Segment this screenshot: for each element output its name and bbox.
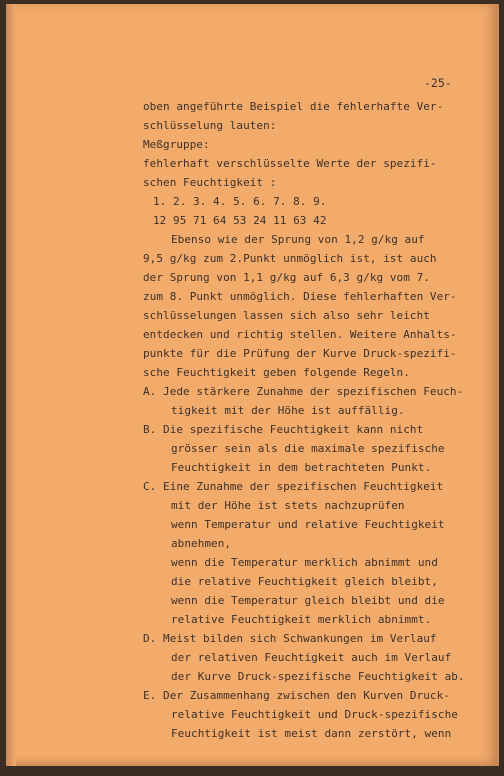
text-line: der relativen Feuchtigkeit auch im Verlauf	[171, 651, 452, 664]
text-line: punkte für die Prüfung der Kurve Druck-spezifi-	[143, 347, 457, 360]
text-line: wenn Temperatur und relative Feuchtigkeit	[171, 518, 445, 531]
text-line: Feuchtigkeit ist meist dann zerstört, wenn	[171, 727, 452, 740]
text-line: abnehmen,	[171, 537, 232, 550]
text-line: 9,5 g/kg zum 2.Punkt unmöglich ist, ist auch	[143, 252, 437, 265]
text-line: E. Der Zusammenhang zwischen den Kurven Druck-	[143, 689, 450, 702]
text-line: B. Die spezifische Feuchtigkeit kann nicht	[143, 423, 424, 436]
text-line: zum 8. Punkt unmöglich. Diese fehlerhaften Ver-	[143, 290, 457, 303]
text-line: Ebenso wie der Sprung von 1,2 g/kg auf	[171, 233, 425, 246]
text-line: D. Meist bilden sich Schwankungen im Verlauf	[143, 632, 437, 645]
text-line: entdecken und richtig stellen. Weitere Anhalts-	[143, 328, 457, 341]
text-line: schlüsselungen lassen sich also sehr leicht	[143, 309, 430, 322]
typed-text-block	[143, 97, 488, 743]
text-line: wenn die Temperatur merklich abnimmt und	[171, 556, 438, 569]
text-line: relative Feuchtigkeit und Druck-spezifische	[171, 708, 458, 721]
text-line: grösser sein als die maximale spezifische	[171, 442, 445, 455]
text-line: relative Feuchtigkeit merklich abnimmt.	[171, 613, 432, 626]
text-line: Meßgruppe:	[143, 138, 210, 151]
text-line: A. Jede stärkere Zunahme der spezifischen Feuch-	[143, 385, 464, 398]
text-line: mit der Höhe ist stets nachzuprüfen	[171, 499, 405, 512]
text-line: der Kurve Druck-spezifische Feuchtigkeit ab.	[171, 670, 465, 683]
page-spine-shadow	[6, 4, 16, 766]
text-line: die relative Feuchtigkeit gleich bleibt,	[171, 575, 438, 588]
text-line: Feuchtigkeit in dem betrachteten Punkt.	[171, 461, 432, 474]
text-line: 1. 2. 3. 4. 5. 6. 7. 8. 9.	[153, 195, 327, 208]
text-line: oben angeführte Beispiel die fehlerhafte Ver-	[143, 100, 444, 113]
text-line: der Sprung von 1,1 g/kg auf 6,3 g/kg vom 7.	[143, 271, 430, 284]
text-line: C. Eine Zunahme der spezifischen Feuchtigkeit	[143, 480, 444, 493]
text-line: tigkeit mit der Höhe ist auffällig.	[171, 404, 405, 417]
text-line: schen Feuchtigkeit :	[143, 176, 277, 189]
text-line: schlüsselung lauten:	[143, 119, 277, 132]
page-number: -25-	[424, 76, 452, 90]
text-line: fehlerhaft verschlüsselte Werte der spezifi-	[143, 157, 437, 170]
text-line: 12 95 71 64 53 24 11 63 42	[153, 214, 327, 227]
text-line: wenn die Temperatur gleich bleibt und die	[171, 594, 445, 607]
text-line: sche Feuchtigkeit geben folgende Regeln.	[143, 366, 410, 379]
